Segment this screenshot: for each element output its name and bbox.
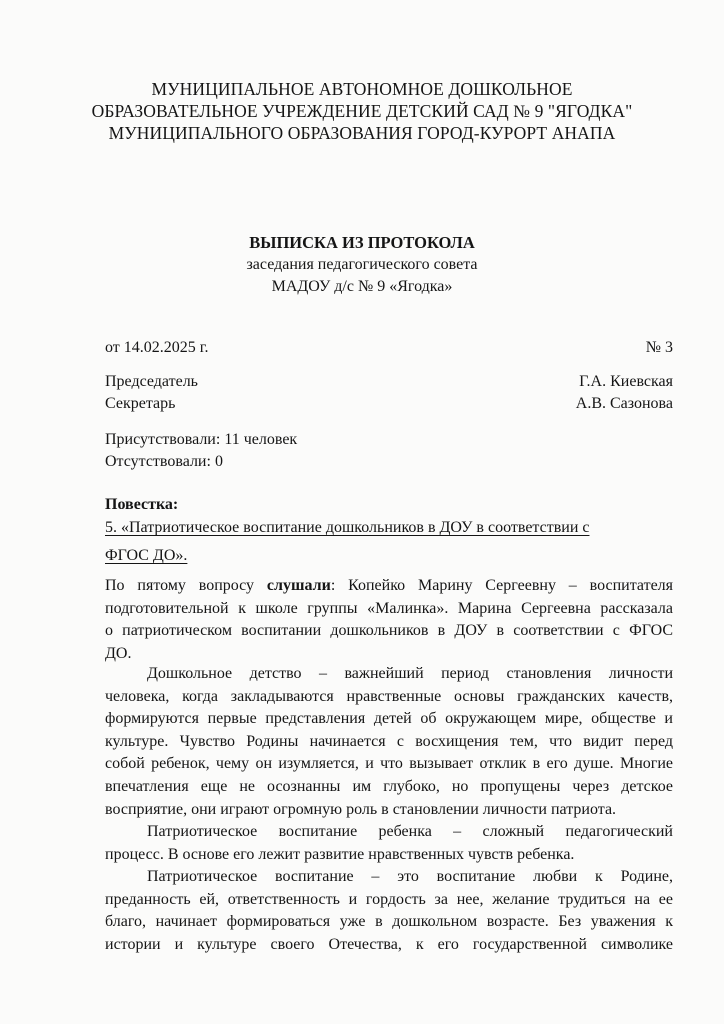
text-line: Дошкольное детство – важнейший период становления личности (147, 665, 673, 682)
institution-header (60, 78, 664, 144)
heard-keyword: слушали (266, 577, 331, 594)
text-line: преданность ей, ответственность и гордость за нее, желание трудиться на ее (105, 890, 673, 908)
heard-rest: : Копейко Марину Сергеевну – воспитателя (330, 577, 674, 594)
header-line-1: МУНИЦИПАЛЬНОЕ АВТОНОМНОЕ ДОШКОЛЬНОЕ (151, 79, 573, 99)
heard-prefix: По пятому вопросу (105, 577, 267, 594)
text-line: впечатления еще не осознанны им глубоко, но пропущены через детское (105, 777, 673, 795)
text-line (105, 575, 673, 598)
title-sub-2: МАДОУ д/с № 9 «Ягодка» (271, 278, 453, 295)
text-line: Патриотическое воспитание – это воспитание любви к Родине, (147, 868, 673, 885)
text-line: процесс. В основе его лежит развитие нравственных чувств ребенка. (105, 845, 575, 863)
text-line: культуре. Чувство Родины начинается с восхищения тем, что видит перед (105, 732, 673, 750)
paragraph-childhood (105, 663, 673, 821)
text-line: о патриотическом воспитании дошкольников в ДОУ в соответствии с ФГОС (105, 622, 673, 640)
agenda-item-line-1: 5. «Патриотическое воспитание дошкольников в ДОУ в соответствии с (105, 519, 590, 536)
title-main: ВЫПИСКА ИЗ ПРОТОКОЛА (249, 233, 475, 252)
protocol-number: № 3 (645, 339, 673, 356)
protocol-date: от 14.02.2025 г. (105, 339, 209, 356)
paragraph-patriotism (105, 866, 673, 956)
text-line: восприятие, они играют огромную роль в становлении личности патриота. (105, 800, 617, 818)
secretary-label: Секретарь (105, 395, 176, 412)
document-title (60, 232, 664, 298)
text-line: ДО. (105, 644, 132, 662)
text-line: подготовительной к школе группы «Малинка». Марина Сергеевна рассказала (105, 599, 673, 617)
text-line: истории и культуре своего Отечества, к его государственной символике (105, 935, 673, 953)
title-sub-1: заседания педагогического совета (246, 256, 478, 273)
header-line-2: ОБРАЗОВАТЕЛЬНОЕ УЧРЕЖДЕНИЕ ДЕТСКИЙ САД № 9 "ЯГОДКА" (91, 101, 633, 121)
chair-name: Г.А. Киевская (579, 373, 673, 390)
attendance-present: Присутствовали: 11 человек (105, 431, 298, 448)
agenda-heading: Повестка: (105, 496, 179, 513)
agenda-item-line-2: ФГОС ДО». (105, 547, 188, 564)
secretary-name: А.В. Сазонова (575, 395, 673, 412)
paragraph-heard (105, 575, 673, 665)
text-line: благо, начинает формироваться уже в дошкольном возрасте. Без уважения к (105, 913, 673, 931)
text-line: человека, когда закладываются нравственные основы гражданских качеств, (105, 687, 673, 705)
chair-label: Председатель (105, 373, 198, 390)
attendance-absent: Отсутствовали: 0 (105, 453, 223, 470)
paragraph-process (105, 821, 673, 866)
text-line: формируются первые представления детей об окружающем мире, обществе и (105, 710, 673, 728)
text-line: собой ребенок, чему он изумляется, и что вызывает отклик в его душе. Многие (105, 755, 673, 773)
text-line: Патриотическое воспитание ребенка – сложный педагогический (147, 823, 673, 840)
header-line-3: МУНИЦИПАЛЬНОГО ОБРАЗОВАНИЯ ГОРОД-КУРОРТ АНАПА (108, 123, 616, 143)
